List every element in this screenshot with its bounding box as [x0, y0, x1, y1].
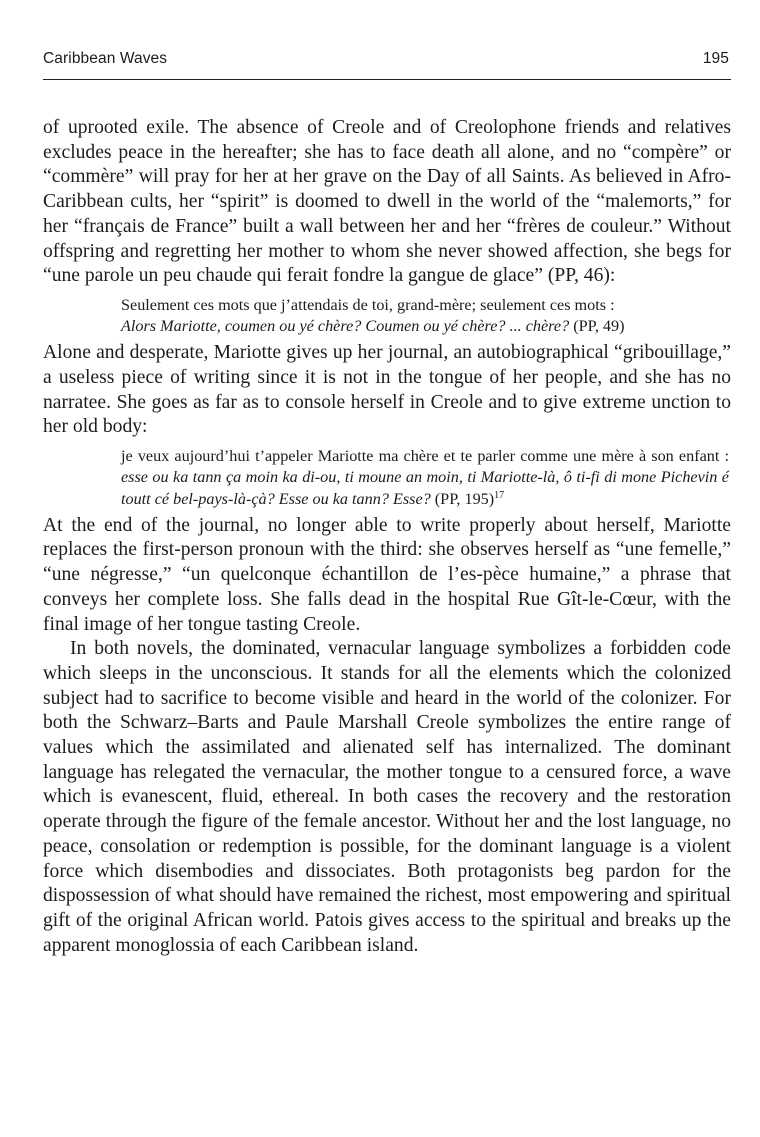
block-quote-2-italic: esse ou ka tann ça moin ka di-ou, ti moune an moin, ti Mariotte-là, ô ti-fi di mone Pichevin é toutt cé bel-pays-là-çà? Esse ou ka tann? Esse? — [121, 468, 729, 508]
paragraph-2: Alone and desperate, Mariotte gives up her journal, an autobiographical “gribouillage,” a useless piece of writing since it is not in the tongue of her people, and she has no narratee. She goes as far as to console herself in Creole and to give extreme unction to her old body: — [43, 342, 731, 438]
footnote-marker-17: 17 — [494, 489, 505, 501]
block-quote-1-italic: Alors Mariotte, coumen ou yé chère? Coumen ou yé chère? ... chère? — [121, 317, 570, 336]
block-quote-2-citation: (PP, 195) — [434, 489, 495, 508]
header-rule — [43, 79, 731, 80]
page-number: 195 — [702, 50, 729, 67]
block-quote-1-roman: Seulement ces mots que j’attendais de toi, grand-mère; seulement ces mots : — [121, 295, 615, 314]
paragraph-3: At the end of the journal, no longer able to write properly about herself, Mariotte replaces the first-person pronoun with the third: she observes herself as “une femelle,” “une négresse,” “un quelconque échantillon de l’es-pèce humaine,” a phrase that conveys her complete loss. She falls dead in the hospital Rue Gît-le-Cœur, with the final image of her tongue tasting Creole. — [43, 514, 731, 635]
paragraph-1: of uprooted exile. The absence of Creole and of Creolophone friends and relatives excludes peace in the hereafter; she has to face death all alone, and no “compère” or “commère” will pray for her at her grave on the Day of all Saints. As believed in Afro-Caribbean cults, her “spirit” is doomed to dwell in the world of the “malemorts,” for her “français de France” built a wall between her and her “frères de couleur.” Without offspring and regretting her mother to whom she never showed affection, she begs for “une parole un peu chaude qui ferait fondre la gangue de glace” (PP, 46): — [43, 117, 731, 287]
paragraph-4: In both novels, the dominated, vernacular language symbolizes a forbidden code which sleeps in the unconscious. It stands for all the elements which the colonized subject had to sacrifice to become visible and heard in the world of the colonizer. For both the Schwarz–Barts and Paule Marshall Creole symbolizes the entire range of values which the assimilated and alienated self has internalized. The dominant language has relegated the vernacular, the mother tongue to a censured force, a wave which is evanescent, fluid, ethereal. In both cases the recovery and the restoration operate through the figure of the female ancestor. Without her and the lost language, no peace, consolation or redemption is possible, for the dominant language is a violent force which disembodies and dissociates. Both protagonists beg pardon for the dispossession of what should have remained the richest, most empowering and spiritual gift of the original African world. Patois gives access to the spiritual and breaks up the apparent monoglossia of each Caribbean island. — [43, 638, 731, 956]
block-quote-2 — [121, 446, 729, 510]
running-title: Caribbean Waves — [43, 50, 168, 67]
body-text — [43, 116, 731, 958]
block-quote-2-roman: je veux aujourd’hui t’appeler Mariotte ma chère et te parler comme une mère à son enfant : — [121, 447, 729, 466]
block-quote-1 — [121, 295, 729, 337]
block-quote-1-citation: (PP, 49) — [573, 317, 625, 336]
